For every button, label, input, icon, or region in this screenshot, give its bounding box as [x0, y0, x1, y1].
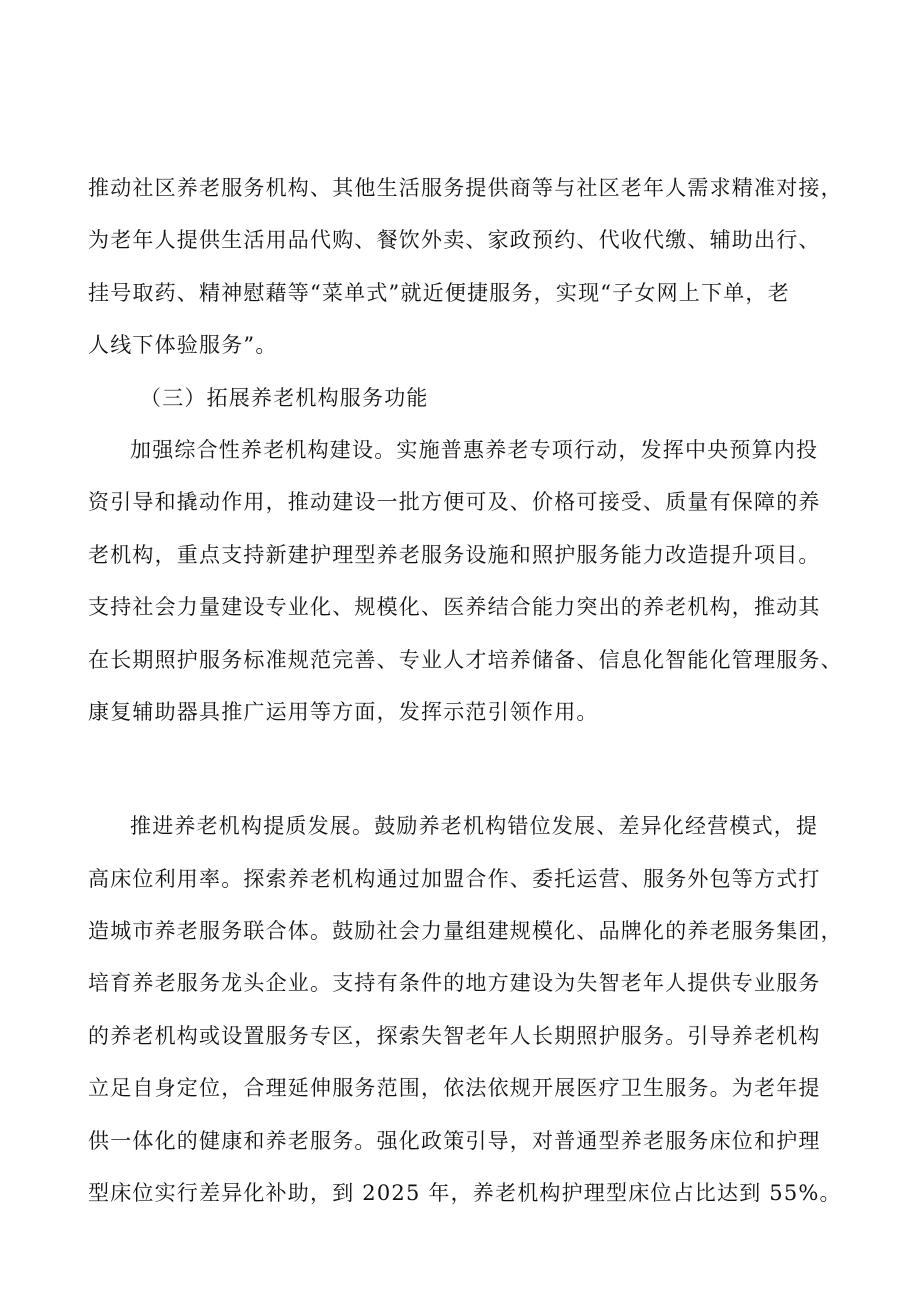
paragraph-line: 康复辅助器具推广运用等方面，发挥示范引领作用。	[88, 699, 599, 724]
paragraph-line: 立足自身定位，合理延伸服务范围，依法依规开展医疗卫生服务。为老年提	[88, 1076, 821, 1101]
paragraph-community-services	[88, 166, 844, 376]
paragraph-line: 为老年人提供生活用品代购、餐饮外卖、家政预约、代收代缴、辅助出行、	[88, 228, 821, 253]
paragraph-line: 造城市养老服务联合体。鼓励社会力量组建规模化、品牌化的养老服务集团，	[88, 919, 843, 944]
paragraph-line: 加强综合性养老机构建设。实施普惠养老专项行动，发挥中央预算内投	[130, 437, 819, 462]
paragraph-quality-development	[88, 804, 844, 1223]
paragraph-line: 人线下体验服务”。	[88, 333, 278, 358]
paragraph-spacer	[88, 742, 844, 804]
paragraph-comprehensive-institutions	[88, 428, 844, 742]
document-body	[88, 166, 844, 1223]
paragraph-line: 挂号取药、精神慰藉等“菜单式”就近便捷服务，实现“子女网上下单，老	[88, 280, 790, 305]
paragraph-line: 型床位实行差异化补助，到 2025 年，养老机构护理型床位占比达到 55%。	[88, 1181, 842, 1206]
paragraph-line: 的养老机构或设置服务专区，探索失智老年人长期照护服务。引导养老机构	[88, 1023, 821, 1048]
paragraph-line: 老机构，重点支持新建护理型养老服务设施和照护服务能力改造提升项目。	[88, 542, 821, 567]
paragraph-line: 高床位利用率。探索养老机构通过加盟合作、委托运营、服务外包等方式打	[88, 866, 821, 891]
section-heading: （三）拓展养老机构服务功能	[140, 385, 429, 410]
paragraph-line: 在长期照护服务标准规范完善、专业人才培养储备、信息化智能化管理服务、	[88, 647, 843, 672]
paragraph-line: 供一体化的健康和养老服务。强化政策引导，对普通型养老服务床位和护理	[88, 1128, 821, 1153]
paragraph-line: 推动社区养老服务机构、其他生活服务提供商等与社区老年人需求精准对接，	[88, 176, 843, 200]
paragraph-line: 推进养老机构提质发展。鼓励养老机构错位发展、差异化经营模式，提	[130, 814, 819, 839]
paragraph-line: 资引导和撬动作用，推动建设一批方便可及、价格可接受、质量有保障的养	[88, 490, 821, 515]
paragraph-line: 培育养老服务龙头企业。支持有条件的地方建设为失智老年人提供专业服务	[88, 971, 821, 996]
paragraph-line: 支持社会力量建设专业化、规模化、医养结合能力突出的养老机构，推动其	[88, 595, 821, 620]
